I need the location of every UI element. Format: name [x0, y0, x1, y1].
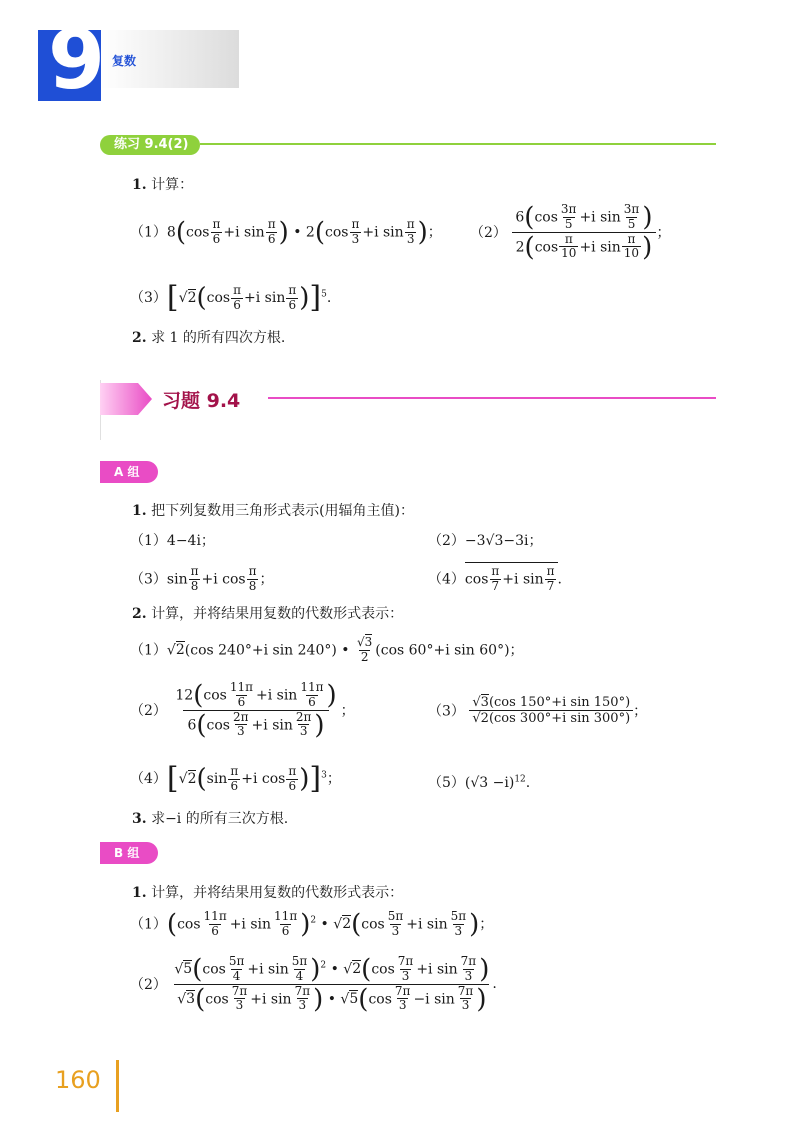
question-text: 求−i 的所有三次方根.	[151, 811, 289, 827]
group-a-q2-part3: （3） $\frac{\text{√3(cos 150°+i sin 150°)}}{\text{√2(cos 300°+i sin 300°)}}$ ；	[428, 695, 648, 726]
exercise-q1	[132, 174, 193, 194]
group-a-q2-part5: $(5)(√3 -i)^{12}$.	[428, 774, 531, 791]
chapter-title: 复数	[112, 54, 137, 68]
group-a-label: A 组	[100, 461, 158, 483]
section-title: 习题 9.4	[162, 390, 241, 412]
part-expression: （5）(√3 −i)	[428, 775, 515, 791]
part-label: （1）	[130, 642, 167, 659]
exercise-q1-part3: （3）[√2(cos $\frac{\pi}{6}$ +i sin $\frac{\pi}{6}$ )]$^5$.	[130, 280, 332, 315]
question-number: 1.	[132, 177, 147, 193]
question-number: 2.	[132, 330, 147, 346]
part-label: （1）	[130, 916, 167, 933]
group-a-q1-part2: （2）−3√3−3i；	[428, 533, 543, 549]
page-number-bar	[116, 1060, 119, 1112]
group-a-q1-part3: （3）sin $\frac{\pi}{8}$ +i cos $\frac{\pi}{8}$ ；	[130, 564, 274, 593]
part-label: （2）	[470, 225, 507, 242]
group-a-q2-part1: （1）√2(cos 240°+i sin 240°) • $\frac{√3}{2}$ (cos 60°+i sin 60°)；	[130, 635, 524, 664]
group-a-q2-part4: （4）[√2(sin $\frac{\pi}{6}$ +i cos $\frac{\pi}{6}$ )]$^3$；	[130, 761, 341, 796]
question-number: 1.	[132, 885, 147, 901]
part-label: （4）	[428, 571, 465, 588]
part-label: （1）	[130, 224, 167, 241]
question-number: 2.	[132, 606, 147, 622]
question-text: 求 1 的所有四次方根.	[151, 330, 286, 346]
exercise-q2	[132, 327, 285, 347]
group-a-q2	[132, 603, 403, 623]
question-number: 1.	[132, 503, 147, 519]
question-text: 计算：	[151, 177, 194, 193]
section-arrow-icon	[100, 383, 152, 415]
part-label: （2）	[130, 703, 167, 720]
question-number: 3.	[132, 811, 147, 827]
group-b-q1-part1: （1）(cos $\frac{11\pi}{6}$ +i sin $\frac{11\pi}{6}$ )$^2$ • √2(cos $\frac{5\pi}{3}$ +i sin $\frac{5\pi}{3}$ )；	[130, 909, 494, 940]
group-b-q1	[132, 882, 403, 902]
page-number: 160	[55, 1066, 101, 1094]
exercise-header: 练习 9.4(2)	[100, 135, 200, 155]
part-label: （3）	[130, 290, 167, 306]
exercise-q1-part1: （1）8(cos $\frac{\pi}{6}$ +i sin $\frac{\pi}{6}$ ) • 2(cos $\frac{\pi}{3}$ +i sin $\frac{\pi}{3}$ )；	[130, 217, 442, 248]
question-text: 计算，并将结果用复数的代数形式表示：	[151, 885, 404, 901]
chapter-number: 9	[48, 13, 106, 108]
exercise-rule	[200, 143, 716, 145]
group-a-q1-part4: （4）cos $\frac{\pi}{7}$ +i sin $\frac{\pi}{7}$ .	[428, 564, 562, 593]
question-text: 把下列复数用三角形式表示(用辐角主值)：	[151, 503, 415, 519]
part-label: （3）	[428, 703, 465, 720]
question-text: 计算，并将结果用复数的代数形式表示：	[151, 606, 404, 622]
group-b-label: B 组	[100, 842, 158, 864]
exponent: 12	[514, 774, 526, 785]
part-label: （4）	[130, 771, 167, 787]
group-a-q3	[132, 808, 288, 828]
part-label: （2）	[130, 977, 167, 994]
group-b-q1-part2: （2） √5(cos $\frac{5\pi}{4}$ +i sin $\frac{5\pi}{4}$ )$^2$ • √2(cos $\frac{7\pi}{3}$ +i sin $\frac{7\pi}{3}$ ) √3(cos $\frac{7\pi}{3}$ +i sin $\frac{7\pi}{3}$ ) • √5(cos $\frac{7\pi}{3}$ −i sin $\frac{7\pi}{3}$ ) .	[130, 954, 497, 1014]
group-a-q2-part2: （2） 12(cos $\frac{11\pi}{6}$ +i sin $\frac{11\pi}{6}$ ) 6(cos $\frac{2\pi}{3}$ +i sin $\frac{2\pi}{3}$ ) ；	[130, 680, 355, 740]
group-a-q1	[132, 500, 414, 520]
section-rule	[268, 397, 716, 399]
part-label: （3）	[130, 571, 167, 588]
exercise-q1-part2: （2） 6(cos $\frac{3\pi}{5}$ +i sin $\frac{3\pi}{5}$ ) 2(cos $\frac{\pi}{10}$ +i sin $\frac{\pi}{10}$ ) ；	[470, 202, 671, 262]
group-a-q1-part1: （1）4−4i；	[130, 533, 215, 549]
